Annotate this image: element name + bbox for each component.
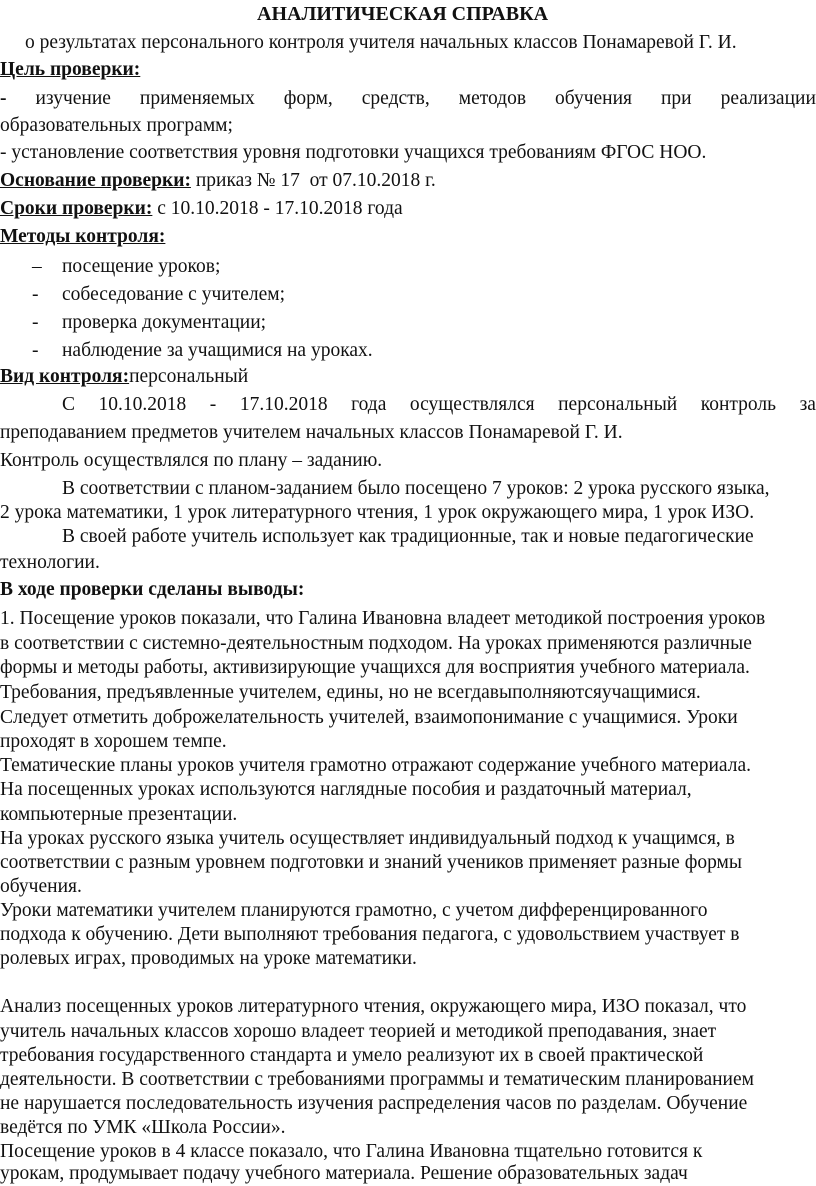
analysis-line: учитель начальных классов хорошо владеет теорией и методикой преподавания, знает	[0, 1021, 717, 1042]
analysis-line: Анализ посещенных уроков литературного чтения, окружающего мира, ИЗО показал, что	[0, 996, 747, 1017]
analysis-line: Посещение уроков в 4 классе показало, что Галина Ивановна тщательно готовится к	[0, 1141, 703, 1162]
body-p4-line1: В своей работе учитель использует как традиционные, так и новые педагогические	[62, 526, 754, 547]
body-paragraph-1: С 10.10.2018 - 17.10.2018 года осуществлялся персональный контроль за	[62, 394, 816, 415]
methods-label: Методы контроля:	[0, 226, 166, 247]
conclusions-line: подхода к обучению. Дети выполняют требования педагога, с удовольствием участвует в	[0, 924, 740, 945]
analysis-line: требования государственного стандарта и умело реализуют их в своей практической	[0, 1045, 704, 1066]
conclusions-line: в соответствии с системно-деятельностным подходом. На уроках применяются различные	[0, 633, 752, 654]
purpose-label: Цель проверки:	[0, 59, 141, 80]
control-type-label: Вид контроля:	[0, 366, 130, 387]
dates-value: с 10.10.2018 - 17.10.2018 года	[152, 198, 403, 219]
conclusions-line: проходят в хорошем темпе.	[0, 731, 227, 752]
basis-label: Основание проверки:	[0, 170, 191, 191]
body-p3-line2: 2 урока математики, 1 урок литературного чтения, 1 урок окружающего мира, 1 урок ИЗО.	[0, 502, 755, 523]
document-subtitle: о результатах персонального контроля учителя начальных классов Понамаревой Г. И.	[25, 32, 737, 53]
conclusions-line: Требования, предъявленные учителем, едины, но не всегдавыполняютсяучащимися.	[0, 682, 701, 703]
conclusions-line: ролевых играх, проводимых на уроке математики.	[0, 948, 417, 969]
analysis-line: ведётся по УМК «Школа России».	[0, 1117, 286, 1138]
body-p1-line2: преподаванием предметов учителем начальных классов Понамаревой Г. И.	[0, 422, 623, 443]
conclusions-line: 1. Посещение уроков показали, что Галина Ивановна владеет методикой построения уроков	[0, 608, 766, 629]
conclusions-line: Тематические планы уроков учителя грамотно отражают содержание учебного материала.	[0, 755, 751, 776]
purpose-item1: - изучение применяемых форм, средств, методов обучения при реализации	[0, 88, 816, 109]
basis-value: приказ № 17 от 07.10.2018 г.	[190, 170, 436, 191]
conclusions-line: На уроках русского языка учитель осуществляет индивидуальный подход к учащимся, в	[0, 828, 735, 849]
body-p3-line1: В соответствии с планом-заданием было посещено 7 уроков: 2 урока русского языка,	[62, 478, 770, 499]
analysis-line: деятельности. В соответствии с требованиями программы и тематическим планированием	[0, 1069, 754, 1090]
control-type-value: персональный	[129, 366, 249, 387]
conclusions-line: соответствии с разным уровнем подготовки и знаний учеников применяет разные формы	[0, 852, 742, 873]
analysis-line: урокам, продумывает подачу учебного материала. Решение образовательных задач	[0, 1163, 688, 1184]
conclusions-heading: В ходе проверки сделаны выводы:	[0, 579, 305, 600]
conclusions-line: формы и методы работы, активизирующие учащихся для восприятия учебного материала.	[0, 657, 750, 678]
control-type-line	[0, 365, 816, 389]
conclusions-line: Следует отметить доброжелательность учителей, взаимопонимание с учащимися. Уроки	[0, 707, 738, 728]
purpose-item2: - установление соответствия уровня подготовки учащихся требованиям ФГОС НОО.	[0, 142, 707, 163]
purpose-item1-dash: -	[0, 88, 7, 109]
dates-line	[0, 197, 816, 221]
document-title: АНАЛИТИЧЕСКАЯ СПРАВКА	[257, 3, 549, 25]
basis-line	[0, 169, 816, 193]
body-p4-line2: технологии.	[0, 552, 100, 573]
purpose-item1-cont: образовательных программ;	[0, 115, 233, 136]
conclusions-line: компьютерные презентации.	[0, 804, 238, 825]
conclusions-line: На посещенных уроках используются наглядные пособия и раздаточный материал,	[0, 779, 692, 800]
analysis-line: не нарушается последовательность изучения распределения часов по разделам. Обучение	[0, 1093, 748, 1114]
dates-label: Сроки проверки:	[0, 198, 153, 219]
body-paragraph-2: Контроль осуществлялся по плану – заданию.	[0, 450, 383, 471]
document-page: АНАЛИТИЧЕСКАЯ СПРАВКА о результатах персонального контроля учителя начальных классов Понамаревой Г. И. Цель проверки: - изучение применяемых форм, средств, методов обучения при реализации образовательных программ; - установление соответствия уровня подготовки учащихся требованиям ФГОС НОО. Основание проверки: приказ № 17 от 07.10.2018 г. Сроки проверки: с 10.10.2018 - 17.10.2018 года Методы контроля: – посещение уроков; - собеседование с учителем; - проверка документации; - наблюдение за учащимися на уроках. Вид контроля:персональный С 10.10.2018 - 17.10.2018 года осуществлялся персональный контроль за преподаванием предметов учителем начальных классов Понамаревой Г. И. Контроль осуществлялся по плану – заданию. В соответствии с планом-заданием было посещено 7 уроков: 2 урока русского языка, 2 урока математики, 1 урок литературного чтения, 1 урок окружающего мира, 1 урок ИЗО. В своей работе учитель использует как традиционные, так и новые педагогические технологии. В ходе проверки сделаны выводы: 1. Посещение уроков показали, что Галина Ивановна владеет методикой построения уроков в соответствии с системно-деятельностным подходом. На уроках применяются различные формы и методы работы, активизирующие учащихся для восприятия учебного материала. Требования, предъявленные учителем, едины, но не всегдавыполняютсяучащимися. Следует отметить доброжелательность учителей, взаимопонимание с учащимися. Уроки проходят в хорошем темпе. Тематические планы уроков учителя грамотно отражают содержание учебного материала. На посещенных уроках используются наглядные пособия и раздаточный материал, компьютерные презентации. На уроках русского языка учитель осуществляет индивидуальный подход к учащимся, в соответствии с разным уровнем подготовки и знаний учеников применяет разные формы обучения. Уроки математики учителем планируются грамотно, с учетом дифференцированного подхода к обучению. Дети выполняют требования педагога, с удовольствием участвует в ролевых играх, проводимых на уроке математики. Анализ посещенных уроков литературного чтения, окружающего мира, ИЗО показал, что учитель начальных классов хорошо владеет теорией и методикой преподавания, знает требования государственного стандарта и умело реализуют их в своей практической деятельности. В соответствии с требованиями программы и тематическим планированием не нарушается последовательность изучения распределения часов по разделам. Обучение ведётся по УМК «Школа России». Посещение уроков в 4 классе показало, что Галина Ивановна тщательно готовится к урокам, продумывает подачу учебного материала. Решение образовательных задач	[0, 0, 816, 1185]
conclusions-line: обучения.	[0, 876, 82, 897]
conclusions-line: Уроки математики учителем планируются грамотно, с учетом дифференцированного	[0, 900, 708, 921]
